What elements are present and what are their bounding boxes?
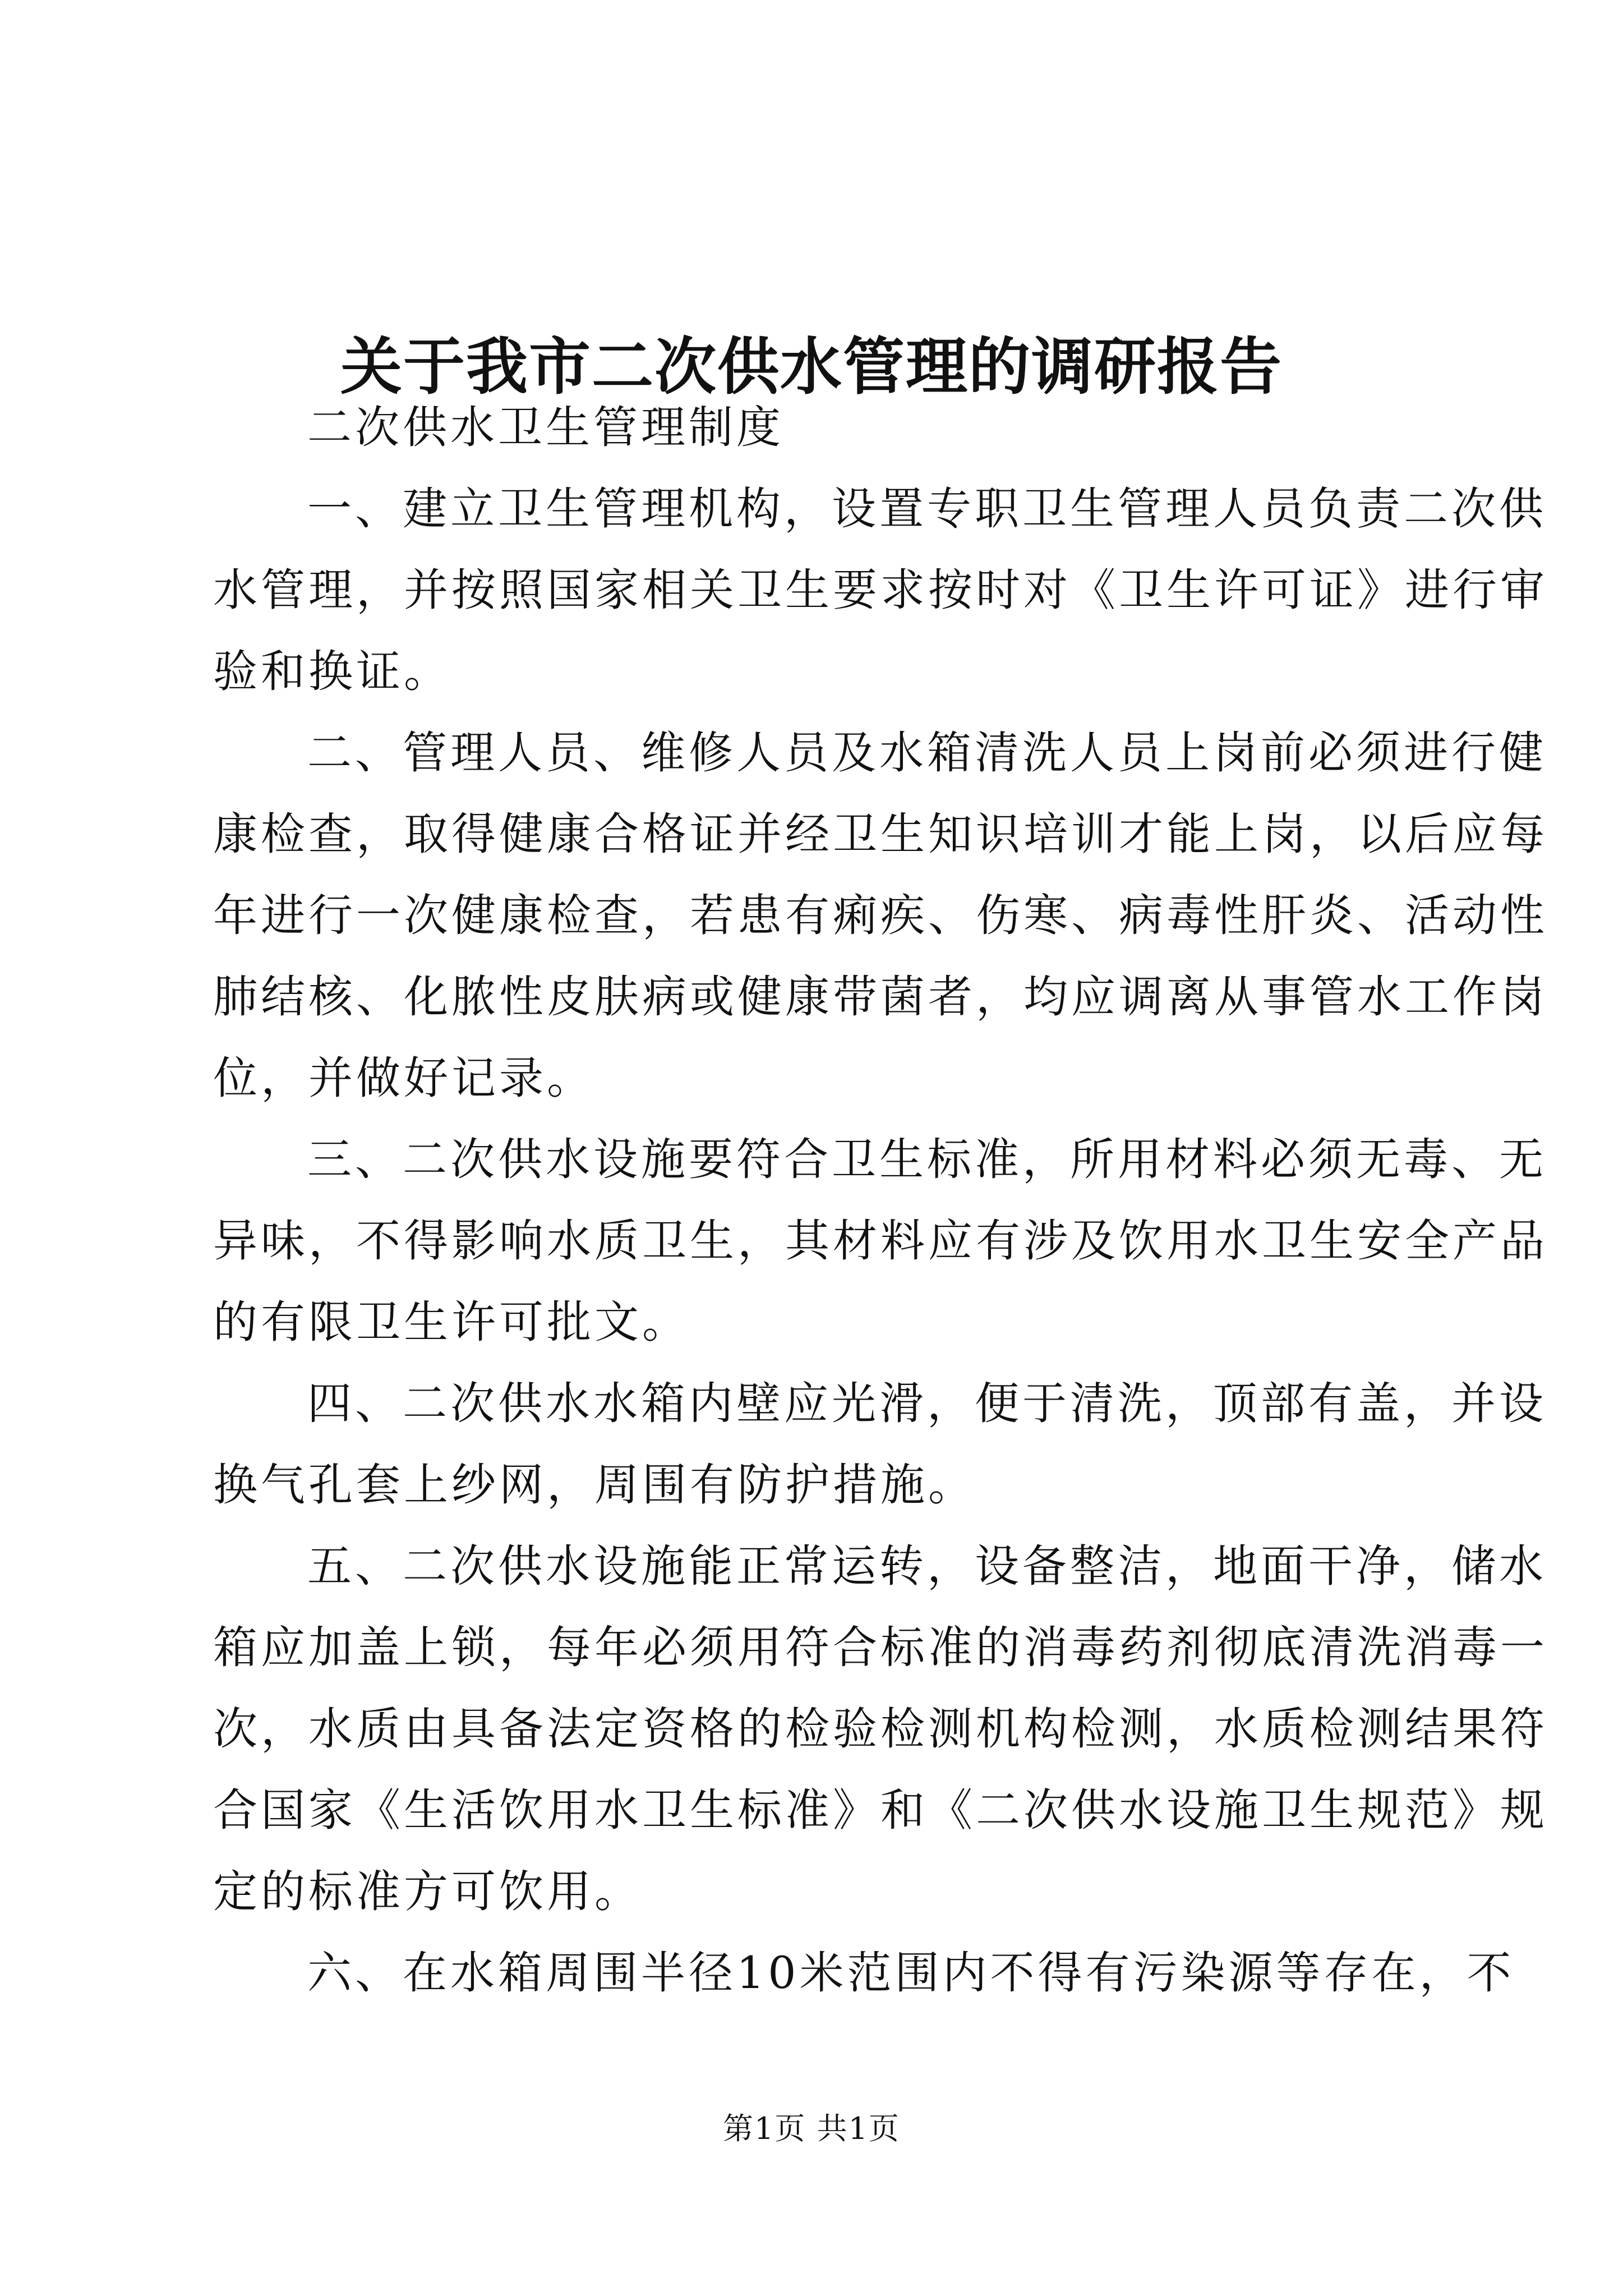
paragraph-line: 的有限卫生许可批文。 [213, 1296, 690, 1348]
paragraph-line: 三、二次供水设施要符合卫生标准，所用材料必须无毒、无 [307, 1134, 1547, 1185]
paragraph-line: 定的标准方可饮用。 [213, 1866, 642, 1917]
paragraph-line: 四、二次供水水箱内壁应光滑，便于清洗，顶部有盖，并设 [307, 1378, 1547, 1429]
paragraph-line: 异味，不得影响水质卫生，其材料应有涉及饮用水卫生安全产品 [213, 1215, 1548, 1267]
document-body [213, 387, 1548, 2014]
paragraph-line: 箱应加盖上锁，每年必须用符合标准的消毒药剂彻底清洗消毒一 [213, 1622, 1548, 1673]
paragraph-6 [213, 1932, 1515, 2014]
paragraph-line: 水管理，并按照国家相关卫生要求按时对《卫生许可证》进行审 [213, 564, 1548, 616]
paragraph-1 [213, 468, 1548, 712]
paragraph-line: 六、在水箱周围半径10米范围内不得有污染源等存在，不 [307, 1947, 1515, 1999]
paragraph-line: 合国家《生活饮用水卫生标准》和《二次供水设施卫生规范》规 [213, 1784, 1548, 1836]
paragraph-line: 年进行一次健康检查，若患有痢疾、伤寒、病毒性肝炎、活动性 [213, 890, 1548, 941]
paragraph-line: 一、建立卫生管理机构，设置专职卫生管理人员负责二次供 [307, 483, 1547, 535]
paragraph-line: 康检查，取得健康合格证并经卫生知识培训才能上岗，以后应每 [213, 808, 1548, 860]
page-title: 关于我市二次供水管理的调研报告 [340, 330, 1283, 403]
paragraph-4 [213, 1363, 1547, 1526]
paragraph-line: 位，并做好记录。 [213, 1052, 594, 1104]
paragraph-line: 肺结核、化脓性皮肤病或健康带菌者，均应调离从事管水工作岗 [213, 971, 1548, 1023]
paragraph-line: 二、管理人员、维修人员及水箱清洗人员上岗前必须进行健 [307, 727, 1547, 779]
paragraph-line: 五、二次供水设施能正常运转，设备整洁，地面干净，储水 [307, 1540, 1547, 1592]
paragraph-line: 验和换证。 [213, 646, 451, 697]
paragraph-line: 换气孔套上纱网，周围有防护措施。 [213, 1459, 976, 1511]
paragraph-5 [213, 1526, 1548, 1932]
paragraph-3 [213, 1119, 1548, 1363]
paragraph-line: 次，水质由具备法定资格的检验检测机构检测，水质检测结果符 [213, 1703, 1548, 1755]
page-footer: 第1页 共1页 [723, 2111, 900, 2146]
section-subtitle: 二次供水卫生管理制度 [307, 402, 784, 453]
paragraph-2 [213, 712, 1548, 1119]
